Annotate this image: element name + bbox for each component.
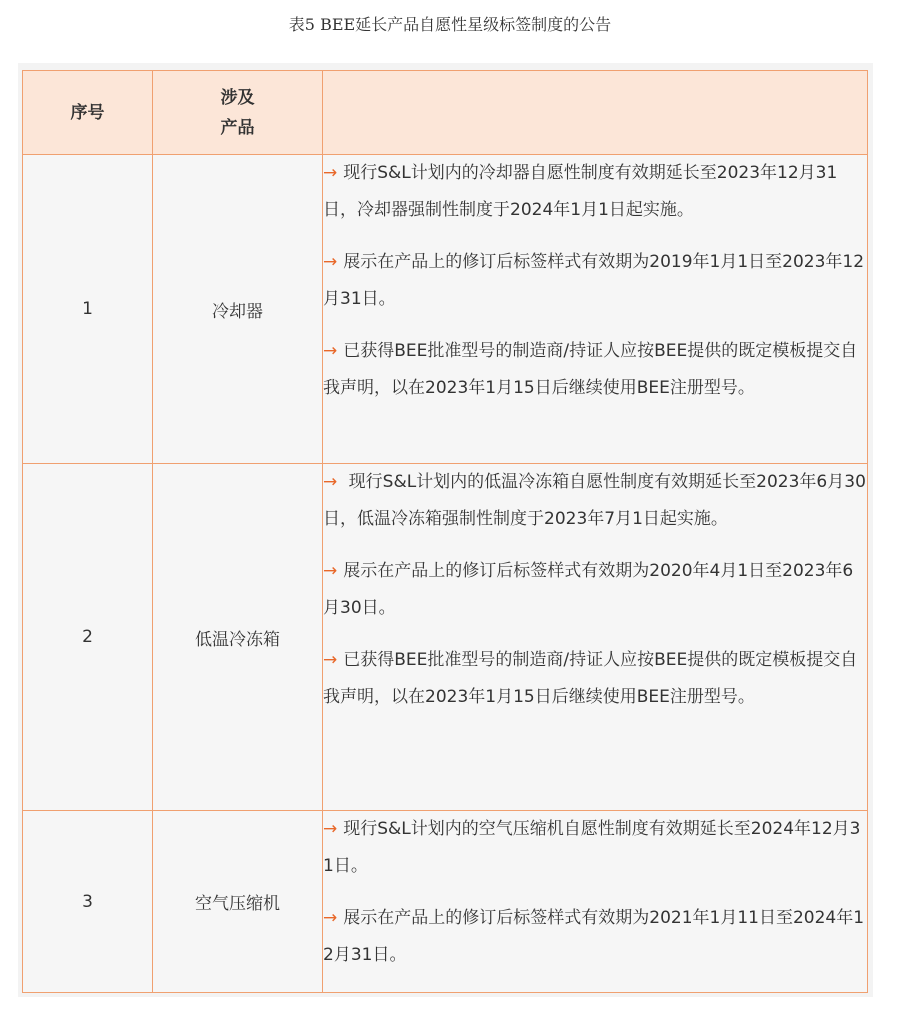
row-details [323, 155, 868, 464]
table-row [23, 464, 868, 811]
header-details [323, 71, 868, 155]
arrow-right-icon: → [323, 163, 338, 183]
detail-text: 现行S&L计划内的低温冷冻箱自愿性制度有效期延长至2023年6月30日，低温冷冻箱强制性制度于2023年7月1日起实施。 [323, 472, 866, 529]
detail-item [323, 811, 867, 885]
arrow-right-icon: → [323, 561, 338, 581]
detail-text: 展示在产品上的修订后标签样式有效期为2019年1月1日至2023年12月31日。 [323, 252, 865, 309]
arrow-right-icon: → [323, 819, 338, 839]
detail-text: 展示在产品上的修订后标签样式有效期为2020年4月1日至2023年6月30日。 [323, 561, 854, 618]
row-number: 1 [23, 155, 153, 464]
detail-item [323, 244, 867, 318]
table-row [23, 155, 868, 464]
table-header-row [23, 71, 868, 155]
row-product: 低温冷冻箱 [153, 464, 323, 811]
detail-text: 已获得BEE批准型号的制造商/持证人应按BEE提供的既定模板提交自我声明，以在2023年1月15日后继续使用BEE注册型号。 [323, 650, 858, 707]
notice-table [22, 70, 868, 993]
row-number: 3 [23, 811, 153, 993]
detail-item [323, 642, 867, 716]
arrow-right-icon: → [323, 252, 338, 272]
row-details [323, 464, 868, 811]
arrow-right-icon: → [323, 341, 338, 361]
detail-item [323, 900, 867, 974]
header-product [153, 71, 323, 155]
row-details [323, 811, 868, 993]
arrow-right-icon: → [323, 472, 338, 492]
detail-item [323, 553, 867, 627]
detail-text: 现行S&L计划内的空气压缩机自愿性制度有效期延长至2024年12月31日。 [323, 819, 861, 876]
row-number: 2 [23, 464, 153, 811]
detail-item [323, 155, 867, 229]
header-product-line1: 涉及 [220, 87, 255, 108]
header-product-line2: 产品 [220, 117, 255, 138]
arrow-right-icon: → [323, 908, 338, 928]
table-caption: 表5 BEE延长产品自愿性星级标签制度的公告 [288, 15, 612, 34]
header-serial-number: 序号 [23, 71, 153, 155]
row-product: 冷却器 [153, 155, 323, 464]
detail-item [323, 464, 867, 538]
detail-text: 已获得BEE批准型号的制造商/持证人应按BEE提供的既定模板提交自我声明，以在2023年1月15日后继续使用BEE注册型号。 [323, 341, 858, 398]
detail-text: 现行S&L计划内的冷却器自愿性制度有效期延长至2023年12月31日，冷却器强制性制度于2024年1月1日起实施。 [323, 163, 838, 220]
detail-item [323, 333, 867, 407]
arrow-right-icon: → [323, 650, 338, 670]
row-product: 空气压缩机 [153, 811, 323, 993]
table-row [23, 811, 868, 993]
detail-text: 展示在产品上的修订后标签样式有效期为2021年1月11日至2024年12月31日。 [323, 908, 865, 965]
